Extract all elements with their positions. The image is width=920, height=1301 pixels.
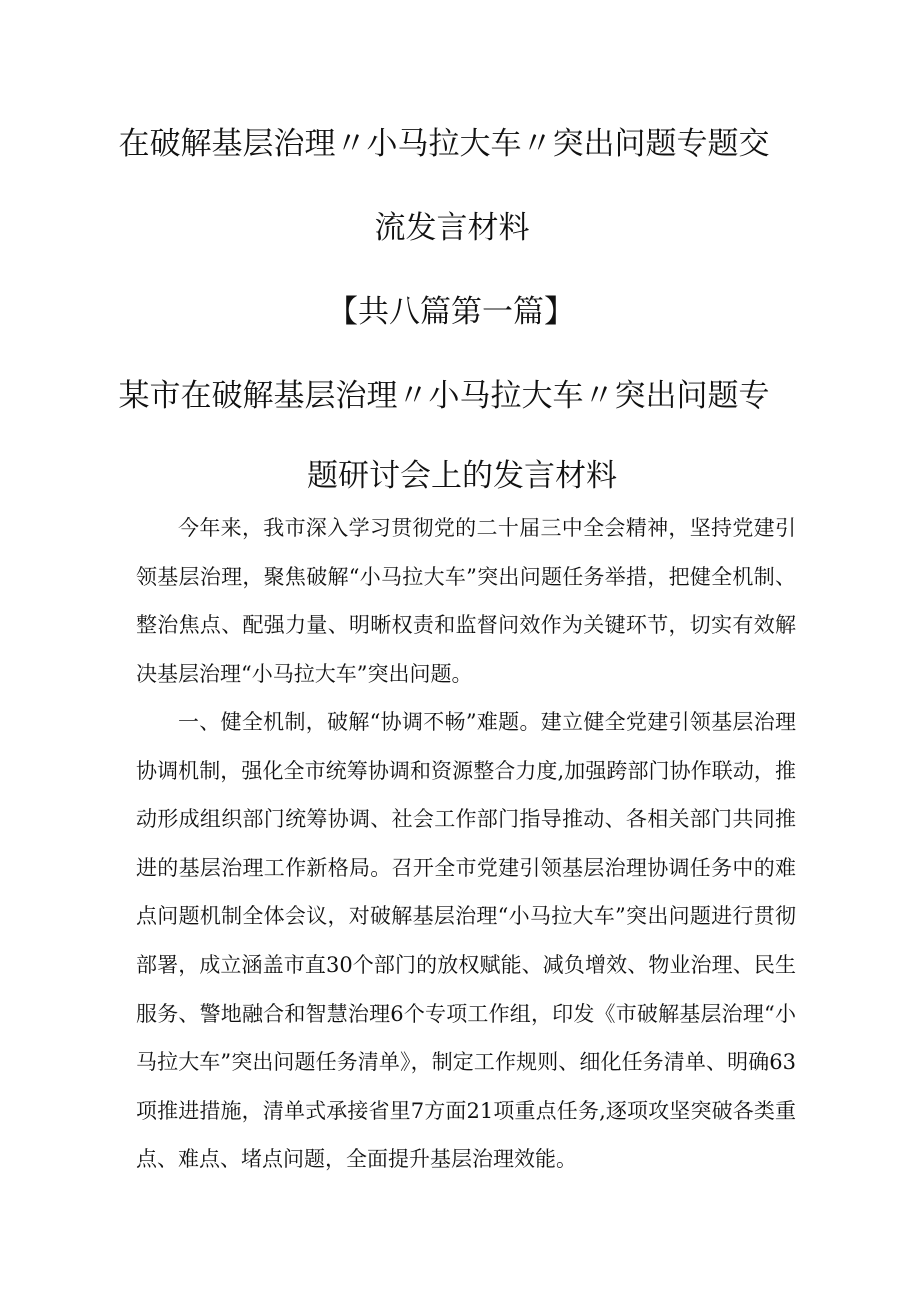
body-paragraph-section-1: 一、健全机制，破解“协调不畅”难题。建立健全党建引领基层治理协调机制，强化全市统筹协调和资源整合力度,加强跨部门协作联动，推动形成组织部门统筹协调、社会工作部门指导推动、各相关部门共同推进的基层治理工作新格局。召开全市党建引领基层治理协调任务中的难点问题机制全体会议，对破解基层治理“小马拉大车”突出问题进行贯彻部署，成立涵盖市直30个部门的放权赋能、减负增效、物业治理、民生服务、警地融合和智慧治理6个专项工作组，印发《市破解基层治理“小马拉大车”突出问题任务清单》，制定工作规则、细化任务清单、明确63项推进措施，清单式承接省里7方面21项重点任务,逐项攻坚突破各类重点、难点、堵点问题，全面提升基层治理效能。 [136,710,796,1172]
section-label: 【共八篇第一篇】 [327,294,575,330]
document-title-line-2: 流发言材料 [374,210,530,246]
document-subtitle-line-2: 题研讨会上的发言材料 [307,458,617,494]
document-title-line-1: 在破解基层治理〃小马拉大车〃突出问题专题交 [118,126,770,162]
document-subtitle-line-1: 某市在破解基层治理〃小马拉大车〃突出问题专 [118,378,770,414]
body-paragraph-intro: 今年来，我市深入学习贯彻党的二十届三中全会精神，坚持党建引领基层治理，聚焦破解“小马拉大车”突出问题任务举措，把健全机制、整治焦点、配强力量、明晰权责和监督问效作为关键环节，切实有效解决基层治理“小马拉大车”突出问题。 [136,516,796,686]
